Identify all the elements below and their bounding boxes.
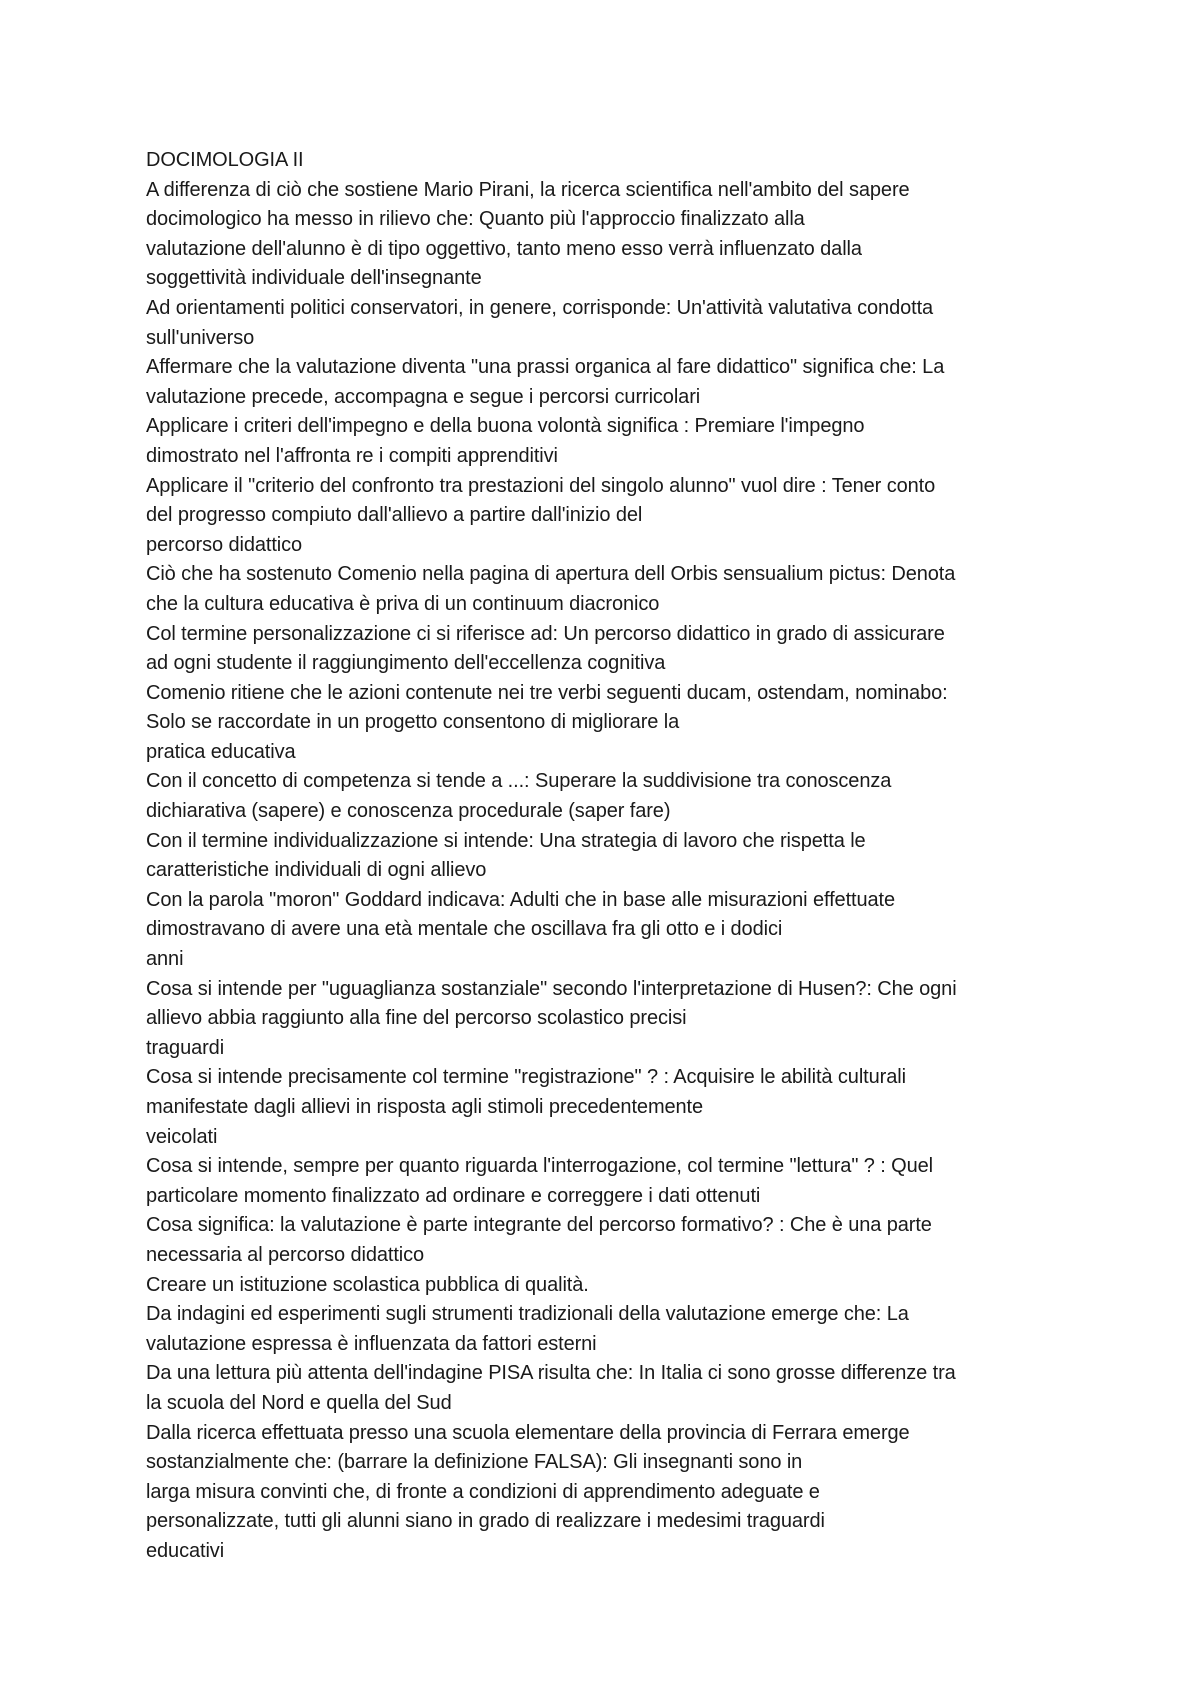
text-line: caratteristiche individuali di ogni allievo bbox=[146, 859, 487, 882]
text-line: Cosa si intende per "uguaglianza sostanziale" secondo l'interpretazione di Husen?: Che ogni bbox=[146, 977, 957, 1000]
text-line: Col termine personalizzazione ci si riferisce ad: Un percorso didattico in grado di assicurare bbox=[146, 622, 945, 645]
text-line: educativi bbox=[146, 1539, 225, 1562]
text-line: Applicare i criteri dell'impegno e della buona volontà significa : Premiare l'impegno bbox=[146, 415, 865, 438]
text-line: Ciò che ha sostenuto Comenio nella pagina di apertura dell Orbis sensualium pictus: Denota bbox=[146, 563, 956, 586]
text-line: A differenza di ciò che sostiene Mario Pirani, la ricerca scientifica nell'ambito del sapere bbox=[146, 178, 910, 201]
text-line: allievo abbia raggiunto alla fine del percorso scolastico precisi bbox=[146, 1007, 687, 1030]
text-line: la scuola del Nord e quella del Sud bbox=[146, 1391, 452, 1414]
text-line: sostanzialmente che: (barrare la definizione FALSA): Gli insegnanti sono in bbox=[146, 1451, 803, 1474]
text-line: valutazione espressa è influenzata da fattori esterni bbox=[146, 1332, 597, 1355]
text-line: Da una lettura più attenta dell'indagine PISA risulta che: In Italia ci sono grosse differenze tra bbox=[146, 1362, 956, 1385]
text-line: veicolati bbox=[146, 1125, 218, 1148]
text-line: Con il concetto di competenza si tende a ...: Superare la suddivisione tra conoscenza bbox=[146, 770, 892, 793]
text-line: pratica educativa bbox=[146, 740, 296, 763]
text-line: dimostrato nel l'affronta re i compiti apprenditivi bbox=[146, 444, 558, 467]
text-line: Da indagini ed esperimenti sugli strumenti tradizionali della valutazione emerge che: La bbox=[146, 1303, 909, 1326]
text-line: che la cultura educativa è priva di un continuum diacronico bbox=[146, 592, 660, 615]
text-line: dimostravano di avere una età mentale che oscillava fra gli otto e i dodici bbox=[146, 918, 783, 941]
text-line: personalizzate, tutti gli alunni siano in grado di realizzare i medesimi traguardi bbox=[146, 1510, 825, 1533]
text-line: necessaria al percorso didattico bbox=[146, 1243, 425, 1266]
text-line: docimologico ha messo in rilievo che: Quanto più l'approccio finalizzato alla bbox=[146, 208, 805, 231]
text-line: ad ogni studente il raggiungimento dell'eccellenza cognitiva bbox=[146, 652, 666, 675]
text-line: Solo se raccordate in un progetto consentono di migliorare la bbox=[146, 711, 680, 734]
text-line: Ad orientamenti politici conservatori, in genere, corrisponde: Un'attività valutativa condotta bbox=[146, 296, 934, 319]
text-line: percorso didattico bbox=[146, 533, 303, 556]
text-line: Con il termine individualizzazione si intende: Una strategia di lavoro che rispetta le bbox=[146, 829, 866, 852]
text-line: sull'universo bbox=[146, 326, 255, 349]
text-line: dichiarativa (sapere) e conoscenza procedurale (saper fare) bbox=[146, 800, 671, 823]
text-line: manifestate dagli allievi in risposta agli stimoli precedentemente bbox=[146, 1096, 704, 1118]
text-line: Applicare il "criterio del confronto tra prestazioni del singolo alunno" vuol dire : Tener conto bbox=[146, 474, 936, 497]
text-line: particolare momento finalizzato ad ordinare e correggere i dati ottenuti bbox=[146, 1184, 761, 1207]
text-line: Affermare che la valutazione diventa "una prassi organica al fare didattico" significa che: La bbox=[146, 356, 945, 379]
text-line: anni bbox=[146, 948, 184, 971]
text-line: Con la parola "moron" Goddard indicava: Adulti che in base alle misurazioni effettuate bbox=[146, 888, 896, 911]
text-line: del progresso compiuto dall'allievo a partire dall'inizio del bbox=[146, 504, 643, 527]
text-line: Comenio ritiene che le azioni contenute nei tre verbi seguenti ducam, ostendam, nominabo: bbox=[146, 681, 948, 704]
text-line: traguardi bbox=[146, 1036, 225, 1059]
text-line: larga misura convinti che, di fronte a condizioni di apprendimento adeguate e bbox=[146, 1480, 820, 1503]
text-line: valutazione precede, accompagna e segue i percorsi curricolari bbox=[146, 385, 701, 408]
text-line: Cosa si intende precisamente col termine "registrazione" ? : Acquisire le abilità culturali bbox=[146, 1066, 906, 1089]
text-line: soggettività individuale dell'insegnante bbox=[146, 267, 482, 290]
text-line: Creare un istituzione scolastica pubblica di qualità. bbox=[146, 1273, 589, 1296]
text-line: Cosa si intende, sempre per quanto riguarda l'interrogazione, col termine "lettura" ? : Quel bbox=[146, 1155, 934, 1178]
document-title: DOCIMOLOGIA II bbox=[146, 149, 304, 171]
text-line: valutazione dell'alunno è di tipo oggettivo, tanto meno esso verrà influenzato dalla bbox=[146, 237, 862, 260]
text-line: Cosa significa: la valutazione è parte integrante del percorso formativo? : Che è una parte bbox=[146, 1214, 932, 1237]
document-text bbox=[146, 146, 1086, 1567]
text-line: Dalla ricerca effettuata presso una scuola elementare della provincia di Ferrara emerge bbox=[146, 1421, 910, 1444]
